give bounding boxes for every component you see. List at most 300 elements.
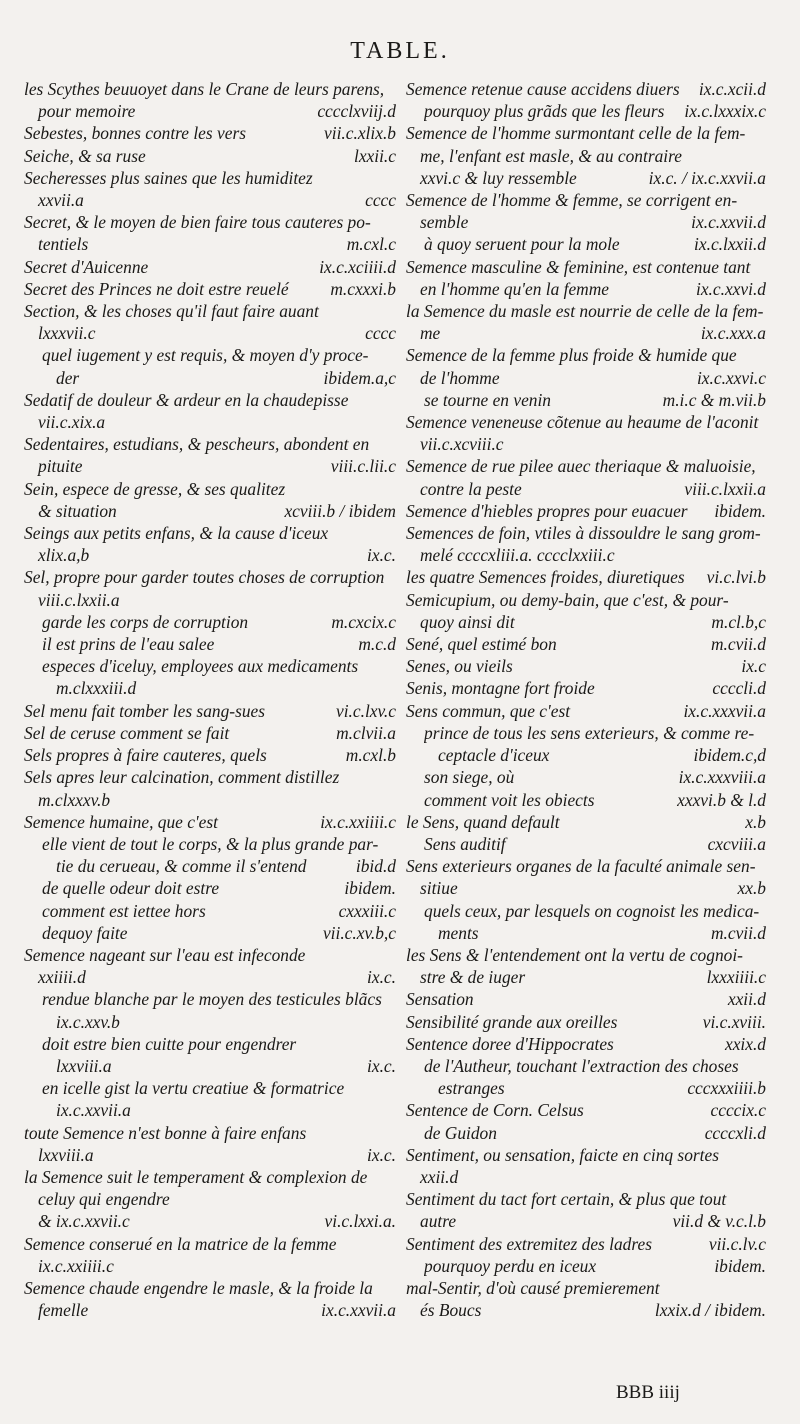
index-entry-reference: ibidem. (714, 500, 766, 521)
index-entry-text: tie du cerueau, & comme il s'entend (56, 856, 307, 877)
index-entry-line (406, 700, 766, 722)
index-entry-line: Semence de l'homme & femme, se corrigent en- (406, 190, 738, 211)
index-entry-reference: ix.c. (367, 967, 396, 988)
index-entry-line: de l'Autheur, touchant l'extraction des choses (424, 1055, 739, 1076)
index-entry-reference: viii.c.lii.c (330, 456, 396, 477)
index-entry-text: comment est iettee hors (42, 900, 206, 921)
index-entry-line: Semence de l'homme surmontant celle de la fem- (406, 123, 746, 144)
index-entry-text: tentiels (38, 234, 89, 255)
index-entry (406, 1033, 766, 1055)
index-entry-reference: ix.c.lxxxix.c (684, 101, 766, 122)
index-entry-text: les quatre Semences froides, diuretiques (406, 567, 685, 588)
index-entry (24, 478, 396, 522)
index-entry-line: vii.c.xcviii.c (420, 434, 504, 455)
index-entry-text: xxiiii.d (38, 967, 86, 988)
index-entry (24, 300, 396, 344)
index-entry-reference: m.cxl.c (346, 234, 396, 255)
index-entry-reference: ibidem.a,c (323, 367, 396, 388)
index-entry-line (24, 722, 396, 744)
index-entry-line: m.clxxxiii.d (56, 678, 137, 699)
index-entry-reference: ix.c. (367, 1055, 396, 1076)
index-entry-line (42, 855, 396, 877)
index-entry (24, 1233, 396, 1277)
index-entry-text: & ix.c.xxvii.c (38, 1211, 130, 1232)
index-entry (406, 944, 766, 988)
index-entry-line (42, 633, 396, 655)
index-entry-line (406, 167, 766, 189)
index-entry (406, 1011, 766, 1033)
index-entry (24, 944, 396, 988)
index-entry-line: Semence veneneuse cõtenue au heaume de l'aconit (406, 412, 759, 433)
index-entry-line (24, 966, 396, 988)
index-entry (24, 122, 396, 144)
index-entry-reference: lxxxiiii.c (706, 967, 766, 988)
index-entry (24, 433, 396, 477)
index-entry-text: il est prins de l'eau salee (42, 634, 215, 655)
index-entry (406, 500, 766, 522)
index-entry (406, 633, 766, 655)
index-entry-reference: xxix.d (724, 1033, 766, 1054)
index-entry-line: Sentiment du tact fort certain, & plus que tout (406, 1189, 727, 1210)
index-entry-line (24, 744, 396, 766)
index-entry-reference: cccc (365, 323, 396, 344)
index-entry-line (424, 744, 766, 766)
index-entry-line: vii.c.xix.a (38, 412, 106, 433)
index-entry-reference: viii.c.lxxii.a (684, 478, 766, 499)
index-entry-reference: m.cxl.b (345, 745, 396, 766)
index-entry-line: mal-Sentir, d'où causé premierement (406, 1277, 660, 1298)
index-entry-line (42, 611, 396, 633)
index-entry (24, 1166, 396, 1233)
index-entry-reference: vi.c.lxxi.a. (324, 1211, 396, 1232)
index-entry-text: se tourne en venin (424, 389, 552, 410)
index-entry-reference: cccc (365, 190, 396, 211)
index-entry-reference: vi.c.lvi.b (706, 567, 766, 588)
index-entry-line (406, 811, 766, 833)
index-entry (406, 455, 766, 499)
index-entry-line (406, 1033, 766, 1055)
index-entry-reference: xxii.d (727, 989, 766, 1010)
index-entry-reference: ix.c.xxx.a (700, 323, 766, 344)
index-entry-reference: ix.c.xcii.d (698, 79, 766, 99)
index-entry-reference: ibid.d (355, 856, 396, 877)
index-entry-reference: ix.c.xxiiii.c (320, 811, 396, 832)
index-entry (24, 922, 396, 944)
index-entry (406, 833, 766, 855)
index-entry-line (424, 1122, 766, 1144)
index-entry-reference: ibidem. (714, 1255, 766, 1276)
index-entry-text: Sentiment des extremitez des ladres (406, 1233, 652, 1254)
index-entry-reference: cxxxiii.c (338, 900, 396, 921)
index-entry-line (406, 367, 766, 389)
index-entry-text: me (420, 323, 441, 344)
index-entry-reference: ix.c.xxxviii.a (678, 767, 766, 788)
index-entry-text: xxvi.c & luy ressemble (420, 167, 577, 188)
index-entry-reference: ix.c.xciiii.d (319, 256, 396, 277)
index-entry-text: à quoy seruent pour la mole (424, 234, 620, 255)
index-entry-line: ix.c.xxiiii.c (38, 1255, 114, 1276)
index-entry-line: Sentiment, ou sensation, faicte en cinq sortes (406, 1144, 719, 1165)
index-entry-line (406, 566, 766, 588)
index-entry (24, 522, 396, 566)
index-entry-line (406, 677, 766, 699)
index-entry-line: en icelle gist la vertu creatiue & formatrice (42, 1078, 345, 1099)
index-entry-line: Sens exterieurs organes de la faculté animale sen- (406, 856, 756, 877)
index-entry-reference: vii.c.xlix.b (324, 123, 396, 144)
index-entry-line (406, 1299, 766, 1321)
index-entry (24, 145, 396, 167)
index-entry-reference: m.i.c & m.vii.b (662, 389, 766, 410)
index-entry-reference: cccxxxiiii.b (687, 1078, 766, 1099)
index-entry (406, 1277, 766, 1321)
index-entry (406, 256, 766, 300)
index-entry-reference: x.b (745, 811, 766, 832)
index-entry-line (406, 1011, 766, 1033)
index-entry-line: prince de tous les sens exterieurs, & comme re- (424, 722, 755, 743)
index-entry-line (42, 1055, 396, 1077)
index-entry-reference: m.cl.b,c (711, 611, 766, 632)
index-entry-reference: vi.c.lxv.c (335, 700, 396, 721)
index-entry (406, 1055, 766, 1099)
index-entry-text: en l'homme qu'en la femme (420, 278, 610, 299)
index-entry-line (42, 900, 396, 922)
index-entry (406, 189, 766, 233)
signature-mark: BBB iiij (616, 1382, 680, 1403)
index-entry (24, 1277, 396, 1321)
index-entry-line (24, 811, 396, 833)
index-entry-line: Semence nageant sur l'eau est infeconde (24, 944, 306, 965)
index-entry-reference: ix.c (741, 656, 766, 677)
index-entry-text: comment voit les obiects (424, 789, 595, 810)
index-entry-text: Sel menu fait tomber les sang-sues (24, 700, 266, 721)
index-entry-line (424, 789, 766, 811)
index-entry (24, 633, 396, 655)
index-entry-line (406, 988, 766, 1010)
index-entry-text: lxxxvii.c (38, 323, 96, 344)
index-entry-text: Semence retenue cause accidens diuers (406, 79, 680, 99)
index-entry (406, 522, 766, 566)
index-entry-line (24, 278, 396, 300)
index-entry-reference: ccccix.c (710, 1100, 766, 1121)
index-entry-text: pour memoire (38, 101, 136, 122)
index-entry-line (42, 922, 396, 944)
index-entry-line (42, 367, 396, 389)
index-entry-line: Section, & les choses qu'il faut faire auant (24, 301, 319, 322)
index-entry-text: autre (420, 1211, 457, 1232)
index-entry (24, 766, 396, 810)
index-entry-reference: ibidem. (344, 878, 396, 899)
index-entry-line: quel iugement y est requis, & moyen d'y proce- (42, 345, 369, 366)
index-entry-text: Sens auditif (424, 833, 506, 854)
index-entry (24, 744, 396, 766)
index-entry-text: ceptacle d'iceux (438, 745, 550, 766)
index-entry-reference: m.cvii.d (710, 634, 766, 655)
index-entry-line (424, 1255, 766, 1277)
index-entry-text: Sensation (406, 989, 474, 1010)
index-entry (406, 78, 766, 100)
index-entry-text: Sel de ceruse comment se fait (24, 722, 230, 743)
index-entry-line: toute Semence n'est bonne à faire enfans (24, 1122, 307, 1143)
index-entry (24, 211, 396, 255)
index-entry-line: viii.c.lxxii.a (38, 589, 120, 610)
index-entry-line: melé ccccxliii.a. cccclxxiii.c (420, 545, 615, 566)
index-entry (406, 789, 766, 811)
index-entry (24, 877, 396, 899)
index-entry-line (406, 500, 766, 522)
index-entry (24, 700, 396, 722)
index-entry-text: son siege, où (424, 767, 515, 788)
index-entry-line: Secret, & le moyen de bien faire tous cauteres po- (24, 212, 371, 233)
index-entry (24, 1122, 396, 1166)
index-entry-text: Secret des Princes ne doit estre reuelé (24, 278, 289, 299)
index-entry-line: m.clxxxv.b (38, 789, 111, 810)
index-entry-line (406, 211, 766, 233)
index-entry (24, 566, 396, 610)
index-entry-text: Sens commun, que c'est (406, 700, 571, 721)
index-entry (24, 811, 396, 833)
index-entry-line: Semicupium, ou demy-bain, que c'est, & pour- (406, 589, 729, 610)
index-entry (406, 100, 766, 122)
index-entry-line (406, 1233, 766, 1255)
index-entry (24, 256, 396, 278)
index-entry-text: sitiue (420, 878, 458, 899)
index-entry-text: le Sens, quand default (406, 811, 560, 832)
index-entry-line: elle vient de tout le corps, & la plus grande par- (42, 833, 379, 854)
index-entry-line: Sedentaires, estudians, & pescheurs, abondent en (24, 434, 370, 455)
index-entry-reference: vi.c.xviii. (702, 1011, 766, 1032)
index-entry-text: stre & de iuger (420, 967, 526, 988)
index-entry (24, 1077, 396, 1121)
index-entry-text: lxxviii.a (56, 1055, 112, 1076)
index-entry (406, 1233, 766, 1255)
index-entry-reference: ix.c.xxvi.c (696, 367, 766, 388)
index-entry-text: Sentence de Corn. Celsus (406, 1100, 584, 1121)
index-entry-line (406, 1099, 766, 1121)
index-entry (24, 344, 396, 388)
index-entry-line (406, 1210, 766, 1232)
index-entry-line (24, 455, 396, 477)
index-entry-line (24, 145, 396, 167)
index-entry-text: de l'homme (420, 367, 500, 388)
index-entry-line (424, 922, 766, 944)
index-entry-line (406, 611, 766, 633)
index-entry-reference: m.cxcix.c (331, 611, 396, 632)
index-entry (406, 1144, 766, 1188)
index-entry (406, 855, 766, 899)
index-entry (24, 655, 396, 699)
index-entry (406, 988, 766, 1010)
index-entry-reference: ix.c.xxxvii.a (683, 700, 766, 721)
index-entry-line (24, 1210, 396, 1232)
index-entry-reference: vii.d & v.c.l.b (672, 1211, 766, 1232)
index-entry-text: Seiche, & sa ruse (24, 145, 146, 166)
index-entry-reference: vii.c.lv.c (708, 1233, 766, 1254)
index-entry-text: lxxviii.a (38, 1144, 94, 1165)
index-entry-text: Senes, ou vieils (406, 656, 513, 677)
index-entry-text: contre la peste (420, 478, 522, 499)
index-entry-reference: ix.c.xxvii.d (691, 212, 766, 233)
index-entry (406, 1255, 766, 1277)
index-entry-reference: xxxvi.b & l.d (677, 789, 766, 810)
index-entry-reference: m.c.d (358, 634, 396, 655)
index-entry-text: & situation (38, 500, 117, 521)
index-entry (406, 411, 766, 455)
index-entry-text: pituite (38, 456, 83, 477)
index-entry-line (406, 278, 766, 300)
index-entry-text: és Boucs (420, 1300, 482, 1321)
index-entry-reference: lxxix.d / ibidem. (654, 1300, 766, 1321)
index-entry-text: Sené, quel estimé bon (406, 634, 557, 655)
index-entry (406, 811, 766, 833)
index-entry-reference: m.clvii.a (336, 722, 396, 743)
index-entry-line: Semence masculine & feminine, est contenue tant (406, 256, 751, 277)
index-entry-line (406, 877, 766, 899)
index-entry (406, 700, 766, 722)
index-entry-line (424, 1077, 766, 1099)
index-entry (24, 389, 396, 433)
index-entry-line: ix.c.xxvii.a (56, 1100, 131, 1121)
index-entry-line: la Semence du masle est nourrie de celle de la fem- (406, 301, 764, 322)
index-entry-line (424, 389, 766, 411)
index-entry-reference: cxcviii.a (707, 833, 766, 854)
index-entry-line (24, 322, 396, 344)
index-entry-line: celuy qui engendre (38, 1189, 170, 1210)
index-entry-line: Semence conserué en la matrice de la femme (24, 1233, 337, 1254)
index-entry-line (406, 322, 766, 344)
index-entry-reference: m.cvii.d (710, 922, 766, 943)
index-entry-text: xlix.a,b (38, 545, 90, 566)
index-entry-reference: vii.c.xv.b,c (322, 922, 396, 943)
index-entry (406, 722, 766, 766)
index-entry (406, 1122, 766, 1144)
index-entry-text: pourquoy perdu en iceux (424, 1255, 597, 1276)
index-entry (406, 900, 766, 944)
index-entry-line (24, 233, 396, 255)
index-entry-text: femelle (38, 1300, 89, 1321)
index-entry-line (24, 700, 396, 722)
index-column-right (406, 78, 766, 1321)
index-entry-line (24, 1299, 396, 1321)
index-entry-text: Sels propres à faire cauteres, quels (24, 745, 267, 766)
index-entry-reference: cccclxviij.d (317, 101, 396, 122)
index-entry (406, 589, 766, 633)
index-entry-line (424, 766, 766, 788)
index-entry-line (424, 833, 766, 855)
index-entry-text: quoy ainsi dit (420, 611, 515, 632)
index-entry-line (406, 78, 766, 100)
index-entry-reference: ccccxli.d (704, 1122, 766, 1143)
index-entry-line (424, 100, 766, 122)
index-entry (406, 122, 766, 189)
index-entry-reference: ix.c. / ix.c.xxvii.a (648, 167, 766, 188)
index-entry (406, 300, 766, 344)
index-entry-text: Sentence doree d'Hippocrates (406, 1033, 614, 1054)
index-entry (406, 766, 766, 788)
index-entry-line: rendue blanche par le moyen des testicules blãcs (42, 989, 382, 1010)
index-entry-line (406, 966, 766, 988)
index-entry (406, 344, 766, 388)
index-entry-line (24, 122, 396, 144)
index-entry-line: Sels apres leur calcination, comment distillez (24, 767, 340, 788)
index-entry-line (406, 478, 766, 500)
index-entry-line: me, l'enfant est masle, & au contraire (420, 145, 682, 166)
index-entry-text: Semence d'hiebles propres pour euacuer (406, 500, 688, 521)
index-column-left (24, 78, 396, 1321)
index-entry-line: Seings aux petits enfans, & la cause d'iceux (24, 523, 329, 544)
index-entry-line: Semence de la femme plus froide & humide que (406, 345, 737, 366)
index-entry (24, 278, 396, 300)
index-entry-line: Semence chaude engendre le masle, & la froide la (24, 1277, 373, 1298)
index-entry-line: les Scythes beuuoyet dans le Crane de leurs parens, (24, 79, 385, 99)
index-entry (24, 722, 396, 744)
index-entry-line (406, 633, 766, 655)
index-entry-line: les Sens & l'entendement ont la vertu de cognoi- (406, 944, 743, 965)
index-entry-text: garde les corps de corruption (42, 611, 249, 632)
index-entry-reference: ix.c. (367, 1144, 396, 1165)
index-entry-reference: lxxii.c (354, 145, 396, 166)
index-entry-line: xxii.d (420, 1166, 459, 1187)
index-entry-line (24, 256, 396, 278)
index-entry-line: Sel, propre pour garder toutes choses de corruption (24, 567, 385, 588)
index-entry (406, 1099, 766, 1121)
index-entry-reference: xx.b (737, 878, 766, 899)
index-entry (24, 78, 396, 122)
index-entry-line: doit estre bien cuitte pour engendrer (42, 1033, 297, 1054)
index-entry-text: xxvii.a (38, 190, 84, 211)
index-entry-line (24, 189, 396, 211)
index-entry-text: ments (438, 922, 479, 943)
index-entry-text: der (56, 367, 80, 388)
index-entry-reference: ccccli.d (712, 678, 766, 699)
index-entry-reference: xcviii.b / ibidem (284, 500, 396, 521)
index-entry-reference: ibidem.c,d (693, 745, 766, 766)
index-entry-reference: ix.c. (367, 545, 396, 566)
index-entry (24, 833, 396, 877)
index-entry-line: Sedatif de douleur & ardeur en la chaudepisse (24, 389, 349, 410)
index-entry-text: Sensibilité grande aux oreilles (406, 1011, 618, 1032)
index-entry (406, 655, 766, 677)
index-entry-text: pourquoy plus grãds que les fleurs (424, 101, 665, 122)
index-entry (24, 988, 396, 1032)
index-entry (406, 233, 766, 255)
index-entry (24, 1033, 396, 1077)
index-entry-text: Semence humaine, que c'est (24, 811, 218, 832)
index-entry (406, 677, 766, 699)
index-entry-line: la Semence suit le temperament & complexion de (24, 1166, 368, 1187)
running-head-title: TABLE. (350, 38, 450, 64)
index-entry-line (24, 500, 396, 522)
index-entry-line (424, 233, 766, 255)
index-entry-text: dequoy faite (42, 922, 128, 943)
index-entry-text: de Guidon (424, 1122, 497, 1143)
index-entry-reference: ix.c.xxvi.d (696, 278, 766, 299)
index-entry-text: Secret d'Auicenne (24, 256, 149, 277)
index-entry-text: estranges (438, 1078, 505, 1099)
index-entry-text: Sebestes, bonnes contre les vers (24, 123, 246, 144)
index-entry (24, 167, 396, 211)
index-entry-line: ix.c.xxv.b (56, 1011, 120, 1032)
index-entry (24, 900, 396, 922)
index-entry-reference: m.cxxxi.b (330, 278, 396, 299)
index-entry-line (42, 877, 396, 899)
index-entry-reference: ix.c.xxvii.a (321, 1300, 396, 1321)
index-entry (406, 389, 766, 411)
index-entry-text: Senis, montagne fort froide (406, 678, 595, 699)
index-entry-reference: ix.c.lxxii.d (694, 234, 766, 255)
index-entry-line (24, 544, 396, 566)
index-entry-line (24, 100, 396, 122)
index-entry-text: de quelle odeur doit estre (42, 878, 220, 899)
